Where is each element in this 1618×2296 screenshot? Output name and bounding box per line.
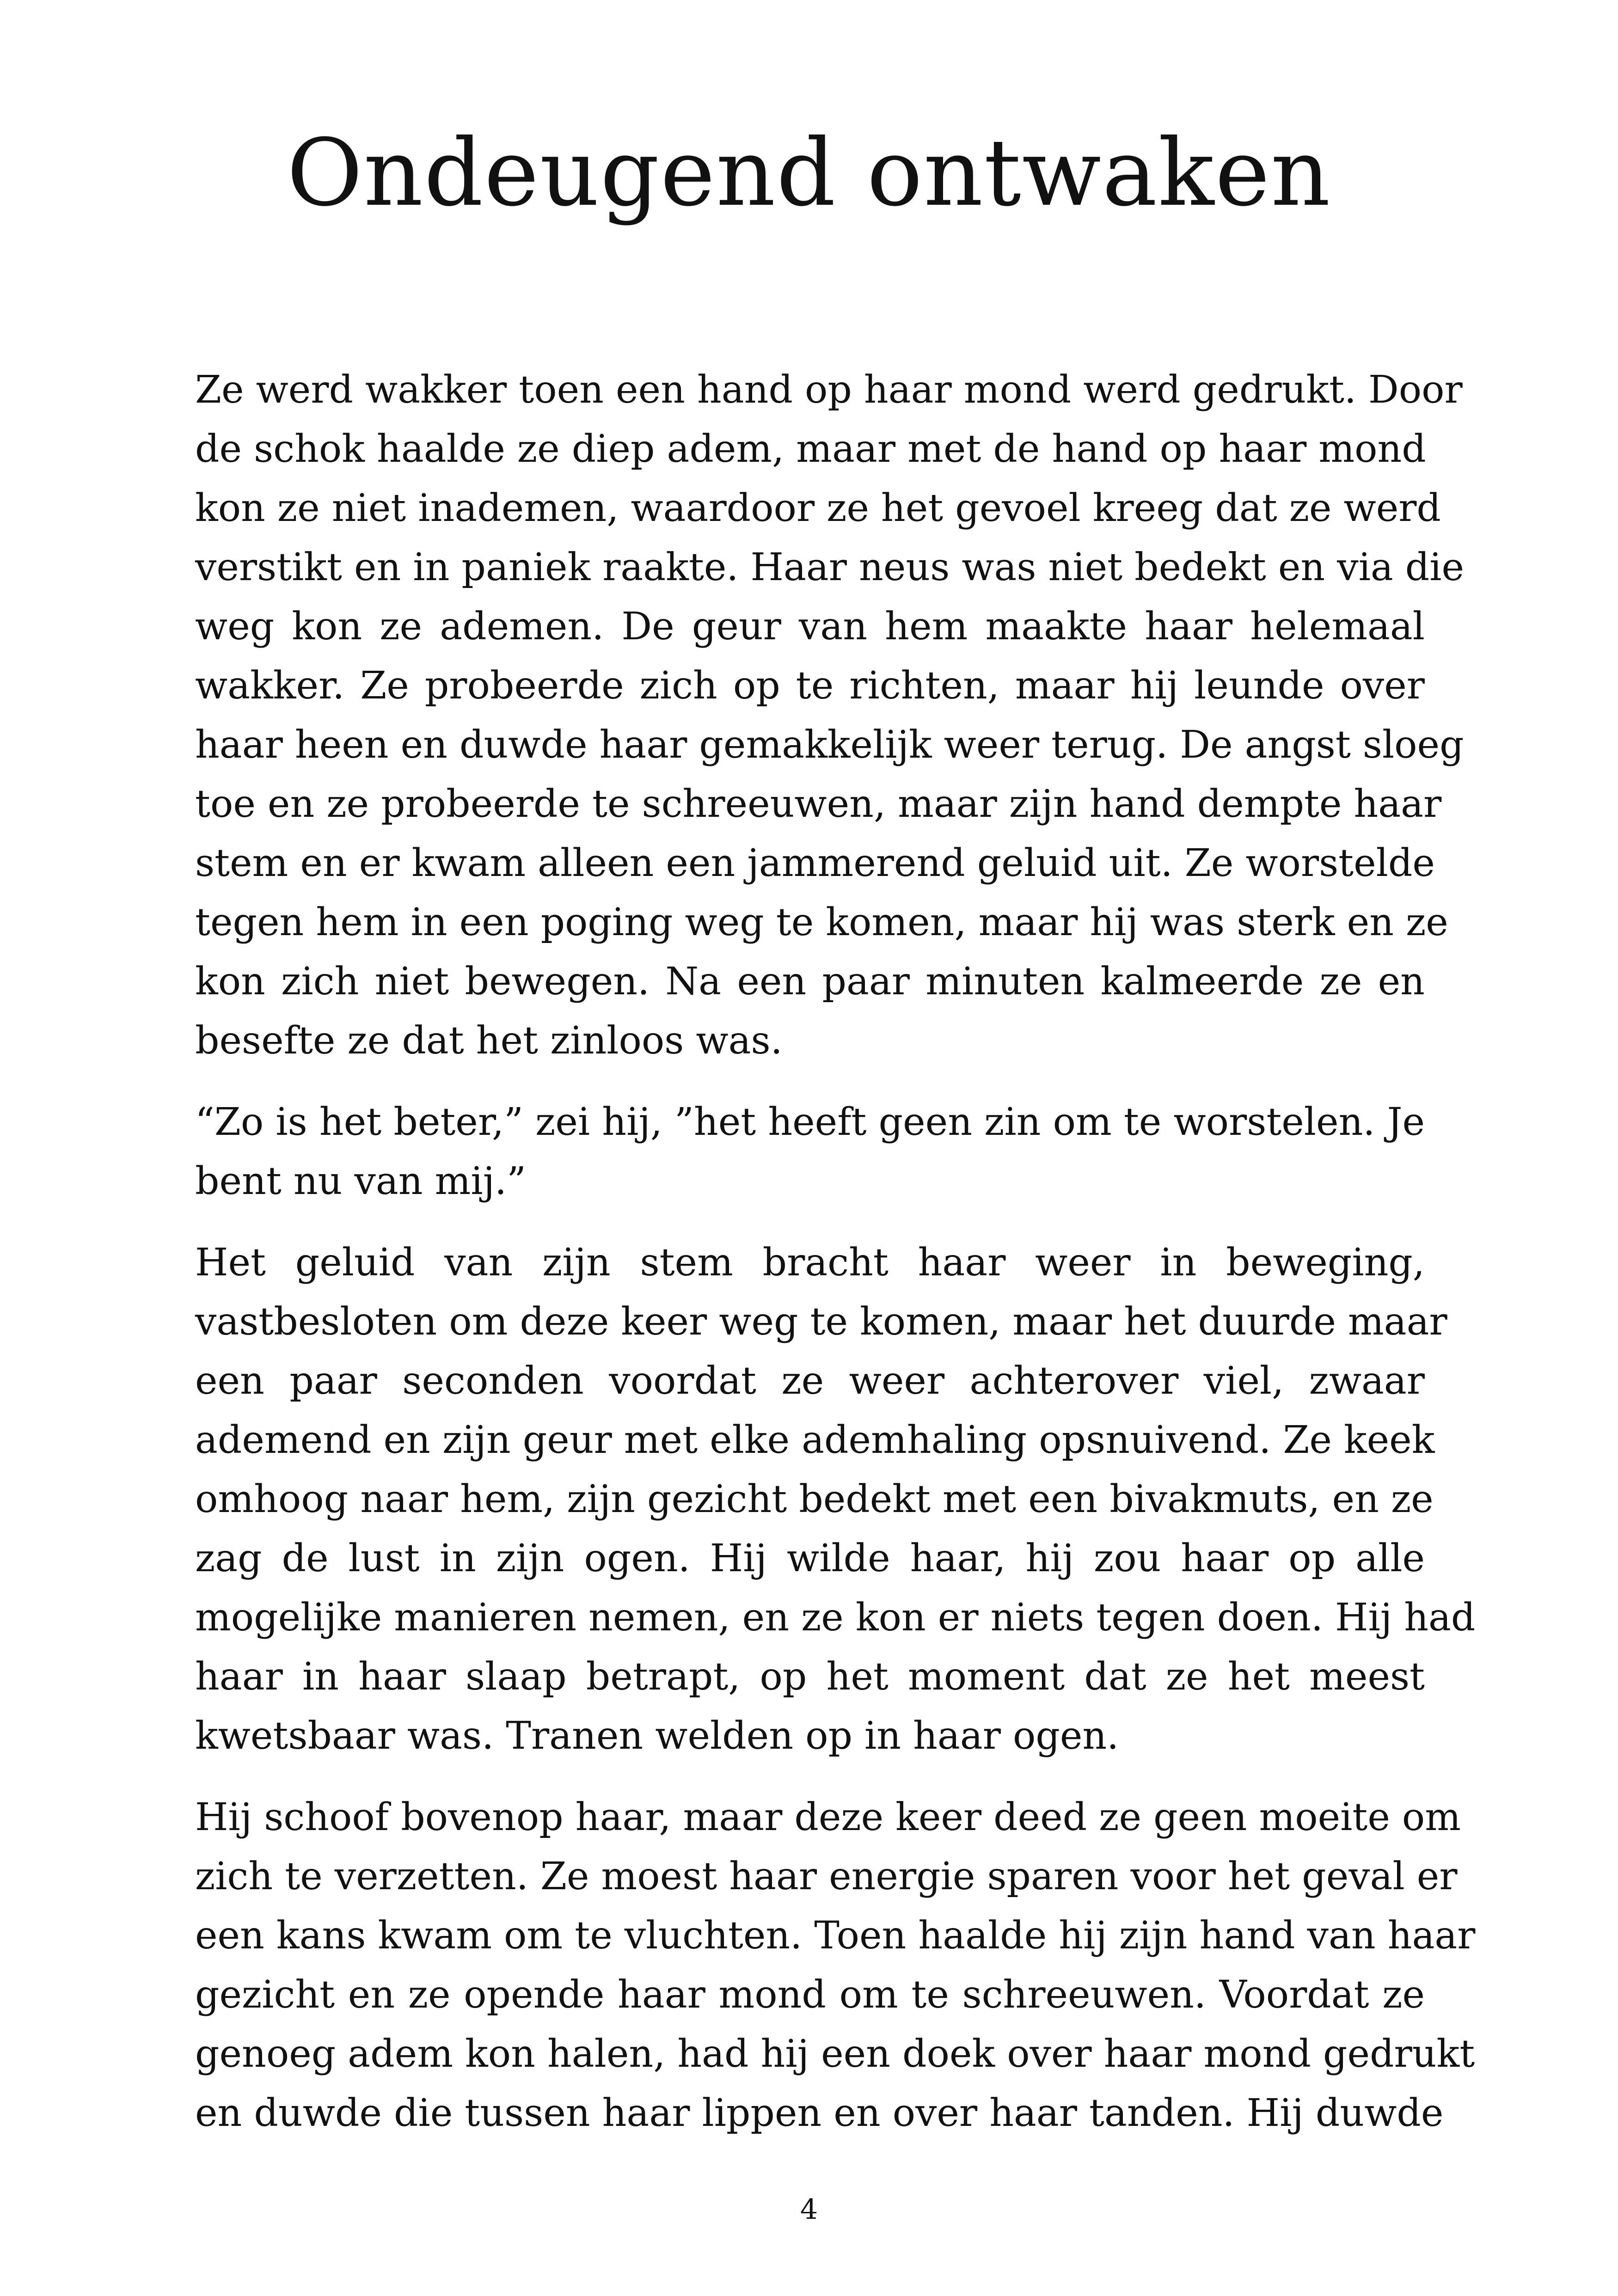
- text-line: stem en er kwam alleen een jammerend geluid uit. Ze worstelde: [195, 841, 1435, 885]
- text-line: tegen hem in een poging weg te komen, maar hij was sterk en ze: [195, 900, 1448, 944]
- text-line: omhoog naar hem, zijn gezicht bedekt met een bivakmuts, en ze: [195, 1477, 1434, 1521]
- text-line: Ze werd wakker toen een hand op haar mond werd gedrukt. Door: [195, 368, 1463, 412]
- text-line: gezicht en ze opende haar mond om te schreeuwen. Voordat ze: [195, 1973, 1425, 2017]
- text-line: vastbesloten om deze keer weg te komen, maar het duurde maar: [195, 1300, 1447, 1344]
- text-line: kwetsbaar was. Tranen welden op in haar ogen.: [195, 1714, 1119, 1758]
- chapter-title: Ondeugend ontwaken: [287, 119, 1331, 227]
- text-line: mogelijke manieren nemen, en ze kon er niets tegen doen. Hij had: [195, 1596, 1476, 1640]
- text-line: “Zo is het beter,” zei hij, ”het heeft geen zin om te worstelen. Je: [195, 1100, 1425, 1144]
- text-line: kon zich niet bewegen. Na een paar minuten kalmeerde ze en: [195, 960, 1425, 1004]
- paragraph: [195, 1233, 1476, 1766]
- text-line: verstikt en in paniek raakte. Haar neus was niet bedekt en via die: [195, 545, 1465, 589]
- chapter-body: [195, 361, 1476, 2165]
- text-line: Hij schoof bovenop haar, maar deze keer deed ze geen moeite om: [195, 1795, 1461, 1839]
- text-line: wakker. Ze probeerde zich op te richten, maar hij leunde over: [195, 664, 1425, 708]
- text-line: een kans kwam om te vluchten. Toen haalde hij zijn hand van haar: [195, 1914, 1476, 1958]
- text-line: de schok haalde ze diep adem, maar met de hand op haar mond: [195, 427, 1426, 471]
- text-line: besefte ze dat het zinloos was.: [195, 1019, 783, 1063]
- text-line: toe en ze probeerde te schreeuwen, maar zijn hand dempte haar: [195, 782, 1442, 826]
- paragraph: [195, 1093, 1425, 1211]
- text-line: zag de lust in zijn ogen. Hij wilde haar, hij zou haar op alle: [195, 1537, 1425, 1580]
- text-line: bent nu van mij.”: [195, 1159, 527, 1203]
- text-line: kon ze niet inademen, waardoor ze het gevoel kreeg dat ze werd: [195, 486, 1441, 530]
- text-line: en duwde die tussen haar lippen en over haar tanden. Hij duwde: [195, 2091, 1444, 2135]
- text-line: haar in haar slaap betrapt, op het moment dat ze het meest: [195, 1655, 1425, 1699]
- paragraph: [195, 1788, 1476, 2143]
- text-line: haar heen en duwde haar gemakkelijk weer terug. De angst sloeg: [195, 723, 1464, 767]
- text-line: weg kon ze ademen. De geur van hem maakte haar helemaal: [195, 605, 1425, 649]
- page-number: 4: [800, 2193, 818, 2226]
- text-line: zich te verzetten. Ze moest haar energie sparen voor het geval er: [195, 1855, 1458, 1898]
- text-line: Het geluid van zijn stem bracht haar weer in beweging,: [195, 1241, 1425, 1285]
- text-line: ademend en zijn geur met elke ademhaling opsnuivend. Ze keek: [195, 1418, 1435, 1462]
- text-line: genoeg adem kon halen, had hij een doek over haar mond gedrukt: [195, 2032, 1475, 2076]
- text-line: een paar seconden voordat ze weer achterover viel, zwaar: [195, 1359, 1425, 1403]
- paragraph: [195, 361, 1465, 1071]
